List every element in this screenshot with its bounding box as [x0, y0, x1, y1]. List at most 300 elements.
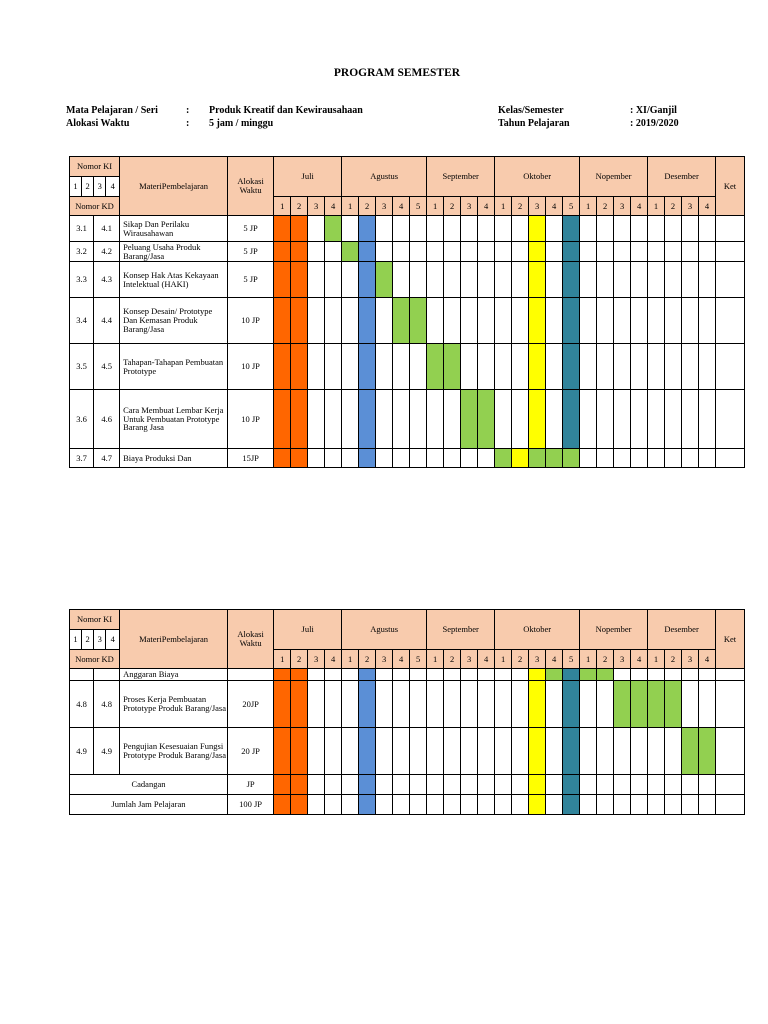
week-cell: [325, 728, 342, 775]
week-cell: [291, 728, 308, 775]
week-cell: [325, 216, 342, 242]
week-number: 4: [393, 650, 410, 669]
week-cell: [342, 390, 359, 449]
week-cell: [665, 298, 682, 344]
week-cell: [359, 775, 376, 795]
week-cell: [597, 728, 614, 775]
week-number: 3: [376, 197, 393, 216]
alokasi-cell: 20JP: [227, 681, 273, 728]
week-cell: [529, 775, 546, 795]
week-cell: [648, 728, 665, 775]
week-cell: [580, 669, 597, 681]
week-cell: [648, 298, 665, 344]
week-cell: [461, 681, 478, 728]
ket-cell: [716, 262, 745, 298]
table-row: [70, 449, 745, 468]
week-cell: [308, 344, 325, 390]
week-cell: [546, 262, 563, 298]
week-cell: [410, 344, 427, 390]
week-number: 4: [393, 197, 410, 216]
week-cell: [512, 298, 529, 344]
week-number: 1: [580, 650, 597, 669]
week-cell: [291, 681, 308, 728]
kd-cell: 4.6: [94, 390, 120, 449]
week-cell: [563, 344, 580, 390]
week-cell: [444, 449, 461, 468]
week-cell: [699, 298, 716, 344]
week-cell: [546, 390, 563, 449]
week-cell: [376, 669, 393, 681]
week-cell: [359, 449, 376, 468]
alokasi-cell: 5 JP: [227, 262, 273, 298]
month-header: Nopember: [580, 157, 648, 197]
week-cell: [461, 449, 478, 468]
week-cell: [631, 390, 648, 449]
label-mata-pelajaran: Mata Pelajaran / Seri: [66, 105, 158, 116]
week-number: 3: [308, 197, 325, 216]
ki-cell: 3.4: [70, 298, 94, 344]
week-number: 2: [291, 650, 308, 669]
ki-cell: 4.9: [70, 728, 94, 775]
week-number: 1: [274, 197, 291, 216]
materi-cell: Tahapan-Tahapan Pembuatan Prototype: [120, 344, 228, 390]
week-cell: [291, 669, 308, 681]
month-header: Agustus: [342, 610, 427, 650]
alokasi-cell: [227, 669, 273, 681]
week-cell: [495, 216, 512, 242]
week-cell: [444, 390, 461, 449]
ki-number: 2: [82, 177, 94, 197]
week-cell: [461, 262, 478, 298]
ket-cell: [716, 390, 745, 449]
week-cell: [410, 669, 427, 681]
week-cell: [359, 390, 376, 449]
week-number: 1: [580, 197, 597, 216]
week-cell: [563, 216, 580, 242]
ket-cell: [716, 681, 745, 728]
week-cell: [274, 775, 291, 795]
week-number: 4: [631, 650, 648, 669]
week-cell: [563, 449, 580, 468]
week-cell: [699, 449, 716, 468]
week-cell: [580, 262, 597, 298]
week-cell: [427, 449, 444, 468]
week-cell: [699, 344, 716, 390]
week-cell: [291, 216, 308, 242]
week-cell: [682, 449, 699, 468]
week-cell: [342, 344, 359, 390]
ket-header: Ket: [716, 157, 745, 216]
ki-number: 3: [94, 630, 106, 650]
week-cell: [699, 390, 716, 449]
week-cell: [529, 298, 546, 344]
week-cell: [393, 390, 410, 449]
week-number: 1: [342, 197, 359, 216]
ki-number: 4: [106, 177, 120, 197]
week-number: 2: [597, 650, 614, 669]
week-number: 1: [427, 650, 444, 669]
week-cell: [308, 681, 325, 728]
week-cell: [614, 216, 631, 242]
colon: :: [186, 118, 190, 129]
label-kelas-semester: Kelas/Semester: [498, 105, 564, 116]
week-cell: [376, 449, 393, 468]
week-cell: [512, 390, 529, 449]
week-cell: [461, 242, 478, 262]
week-cell: [393, 449, 410, 468]
week-cell: [546, 298, 563, 344]
week-cell: [546, 216, 563, 242]
week-cell: [682, 390, 699, 449]
week-cell: [478, 681, 495, 728]
week-cell: [461, 390, 478, 449]
week-cell: [274, 242, 291, 262]
week-cell: [461, 216, 478, 242]
week-cell: [682, 795, 699, 815]
month-header: Nopember: [580, 610, 648, 650]
week-cell: [648, 449, 665, 468]
nomor-ki-header: Nomor KI: [70, 157, 120, 177]
materi-cell: Sikap Dan Perilaku Wirausahawan: [120, 216, 228, 242]
ki-number: 3: [94, 177, 106, 197]
week-cell: [444, 242, 461, 262]
week-cell: [665, 728, 682, 775]
week-cell: [512, 669, 529, 681]
week-cell: [359, 242, 376, 262]
week-cell: [512, 681, 529, 728]
week-number: 1: [648, 650, 665, 669]
week-cell: [478, 298, 495, 344]
week-cell: [427, 262, 444, 298]
week-cell: [444, 795, 461, 815]
week-cell: [631, 298, 648, 344]
week-cell: [308, 669, 325, 681]
week-cell: [376, 795, 393, 815]
month-header: Desember: [648, 157, 716, 197]
week-number: 1: [495, 650, 512, 669]
week-cell: [529, 728, 546, 775]
week-cell: [699, 795, 716, 815]
ket-cell: [716, 728, 745, 775]
week-cell: [665, 449, 682, 468]
week-cell: [682, 298, 699, 344]
week-cell: [614, 298, 631, 344]
month-header: Oktober: [495, 157, 580, 197]
week-number: 3: [529, 650, 546, 669]
alokasi-cell: 10 JP: [227, 298, 273, 344]
month-header: Oktober: [495, 610, 580, 650]
week-number: 2: [512, 650, 529, 669]
week-cell: [325, 344, 342, 390]
week-cell: [393, 728, 410, 775]
week-cell: [444, 728, 461, 775]
week-cell: [410, 681, 427, 728]
week-cell: [478, 775, 495, 795]
week-cell: [682, 344, 699, 390]
week-cell: [563, 298, 580, 344]
table-row: [70, 242, 745, 262]
week-cell: [597, 449, 614, 468]
week-number: 3: [614, 650, 631, 669]
week-cell: [291, 390, 308, 449]
week-cell: [546, 449, 563, 468]
week-cell: [308, 795, 325, 815]
materi-cell: Konsep Hak Atas Kekayaan Intelektual (HAKI): [120, 262, 228, 298]
week-cell: [614, 262, 631, 298]
week-cell: [529, 795, 546, 815]
week-cell: [342, 775, 359, 795]
nomor-kd-header: Nomor KD: [70, 650, 120, 669]
week-cell: [274, 262, 291, 298]
week-cell: [529, 242, 546, 262]
week-cell: [665, 775, 682, 795]
week-cell: [665, 669, 682, 681]
week-cell: [699, 669, 716, 681]
week-cell: [495, 298, 512, 344]
week-cell: [427, 390, 444, 449]
week-cell: [512, 775, 529, 795]
week-cell: [631, 795, 648, 815]
kd-cell: 4.7: [94, 449, 120, 468]
week-cell: [444, 298, 461, 344]
ki-number: 4: [106, 630, 120, 650]
week-cell: [461, 298, 478, 344]
ket-header: Ket: [716, 610, 745, 669]
week-cell: [410, 298, 427, 344]
week-cell: [376, 344, 393, 390]
week-cell: [325, 669, 342, 681]
nomor-ki-header: Nomor KI: [70, 610, 120, 630]
week-cell: [614, 390, 631, 449]
week-cell: [393, 344, 410, 390]
week-cell: [563, 728, 580, 775]
week-cell: [359, 216, 376, 242]
week-cell: [444, 344, 461, 390]
week-cell: [580, 728, 597, 775]
week-cell: [410, 216, 427, 242]
week-cell: [495, 681, 512, 728]
ket-cell: [716, 344, 745, 390]
week-cell: [699, 216, 716, 242]
week-cell: [444, 262, 461, 298]
week-cell: [699, 728, 716, 775]
week-cell: [495, 242, 512, 262]
week-cell: [631, 449, 648, 468]
week-cell: [274, 669, 291, 681]
materi-header: MateriPembelajaran: [120, 157, 228, 216]
program-semester-table-2: [69, 609, 745, 815]
week-cell: [597, 242, 614, 262]
week-cell: [495, 728, 512, 775]
week-cell: [580, 216, 597, 242]
week-cell: [648, 262, 665, 298]
week-number: 2: [359, 197, 376, 216]
week-cell: [393, 242, 410, 262]
week-number: 5: [410, 650, 427, 669]
week-cell: [665, 795, 682, 815]
week-number: 4: [546, 650, 563, 669]
week-cell: [376, 298, 393, 344]
kd-cell: 4.1: [94, 216, 120, 242]
ki-cell: 3.6: [70, 390, 94, 449]
week-number: 3: [308, 650, 325, 669]
week-cell: [546, 775, 563, 795]
week-cell: [682, 728, 699, 775]
week-cell: [410, 775, 427, 795]
week-number: 4: [699, 197, 716, 216]
week-cell: [614, 449, 631, 468]
ket-cell: [716, 216, 745, 242]
materi-cell: Biaya Produksi Dan: [120, 449, 228, 468]
week-cell: [699, 242, 716, 262]
week-cell: [274, 216, 291, 242]
week-cell: [274, 795, 291, 815]
materi-cell: Konsep Desain/ Prototype Dan Kemasan Produk Barang/Jasa: [120, 298, 228, 344]
week-number: 1: [495, 197, 512, 216]
table-row: [70, 390, 745, 449]
week-cell: [648, 681, 665, 728]
week-cell: [614, 669, 631, 681]
materi-cell: Cara Membuat Lembar Kerja Untuk Pembuatan Prototype Barang Jasa: [120, 390, 228, 449]
week-cell: [359, 681, 376, 728]
week-cell: [342, 242, 359, 262]
week-cell: [393, 775, 410, 795]
week-cell: [359, 344, 376, 390]
week-cell: [648, 775, 665, 795]
week-cell: [427, 795, 444, 815]
alokasi-cell: 5 JP: [227, 216, 273, 242]
week-cell: [529, 669, 546, 681]
week-cell: [478, 344, 495, 390]
ki-cell: 3.7: [70, 449, 94, 468]
week-cell: [478, 242, 495, 262]
week-cell: [308, 242, 325, 262]
week-cell: [325, 242, 342, 262]
week-cell: [342, 449, 359, 468]
week-number: 3: [376, 650, 393, 669]
week-number: 2: [665, 197, 682, 216]
week-cell: [648, 390, 665, 449]
ket-cell: [716, 242, 745, 262]
week-cell: [597, 795, 614, 815]
footer-label: Cadangan: [70, 775, 228, 795]
alokasi-header: Alokasi Waktu: [227, 157, 273, 216]
week-cell: [631, 344, 648, 390]
table-row: [70, 728, 745, 775]
alokasi-cell: 10 JP: [227, 344, 273, 390]
week-number: 5: [563, 650, 580, 669]
week-cell: [597, 216, 614, 242]
week-cell: [580, 449, 597, 468]
week-cell: [682, 681, 699, 728]
week-number: 5: [563, 197, 580, 216]
week-cell: [325, 449, 342, 468]
week-cell: [325, 681, 342, 728]
week-cell: [563, 681, 580, 728]
week-cell: [495, 344, 512, 390]
week-cell: [682, 216, 699, 242]
alokasi-cell: 15JP: [227, 449, 273, 468]
ki-cell: [70, 669, 94, 681]
ket-cell: [716, 795, 745, 815]
ki-cell: 3.3: [70, 262, 94, 298]
program-semester-table-1: [69, 156, 745, 468]
week-cell: [291, 344, 308, 390]
week-cell: [291, 298, 308, 344]
week-cell: [580, 298, 597, 344]
week-cell: [665, 262, 682, 298]
week-cell: [614, 242, 631, 262]
week-cell: [495, 669, 512, 681]
table-row: [70, 298, 745, 344]
week-cell: [512, 216, 529, 242]
week-cell: [699, 681, 716, 728]
week-cell: [546, 681, 563, 728]
week-cell: [495, 390, 512, 449]
value-alokasi-waktu: 5 jam / minggu: [209, 118, 274, 129]
week-cell: [274, 390, 291, 449]
week-cell: [546, 242, 563, 262]
week-cell: [427, 669, 444, 681]
week-cell: [546, 344, 563, 390]
week-cell: [393, 298, 410, 344]
week-cell: [342, 795, 359, 815]
week-cell: [529, 449, 546, 468]
week-cell: [410, 390, 427, 449]
alokasi-header: Alokasi Waktu: [227, 610, 273, 669]
week-cell: [274, 681, 291, 728]
week-cell: [665, 681, 682, 728]
week-cell: [308, 390, 325, 449]
week-cell: [342, 728, 359, 775]
week-number: 2: [444, 197, 461, 216]
week-cell: [461, 775, 478, 795]
week-cell: [427, 344, 444, 390]
week-cell: [699, 262, 716, 298]
week-cell: [427, 242, 444, 262]
week-cell: [665, 216, 682, 242]
materi-cell: Pengujian Kesesuaian Fungsi Prototype Produk Barang/Jasa: [120, 728, 228, 775]
value-tahun-pelajaran: : 2019/2020: [630, 118, 679, 129]
week-cell: [359, 262, 376, 298]
week-cell: [512, 449, 529, 468]
kd-cell: 4.2: [94, 242, 120, 262]
week-cell: [325, 390, 342, 449]
week-cell: [495, 795, 512, 815]
week-cell: [274, 449, 291, 468]
week-cell: [427, 298, 444, 344]
week-cell: [614, 795, 631, 815]
week-cell: [393, 669, 410, 681]
week-cell: [461, 669, 478, 681]
month-header: Agustus: [342, 157, 427, 197]
ki-cell: 3.5: [70, 344, 94, 390]
week-number: 1: [427, 197, 444, 216]
week-number: 2: [512, 197, 529, 216]
week-number: 4: [546, 197, 563, 216]
week-cell: [512, 795, 529, 815]
colon: :: [186, 105, 190, 116]
week-cell: [648, 216, 665, 242]
week-cell: [291, 242, 308, 262]
week-cell: [580, 390, 597, 449]
week-cell: [427, 681, 444, 728]
week-cell: [563, 390, 580, 449]
ki-cell: 3.1: [70, 216, 94, 242]
week-cell: [665, 344, 682, 390]
week-number: 4: [478, 650, 495, 669]
week-cell: [682, 262, 699, 298]
